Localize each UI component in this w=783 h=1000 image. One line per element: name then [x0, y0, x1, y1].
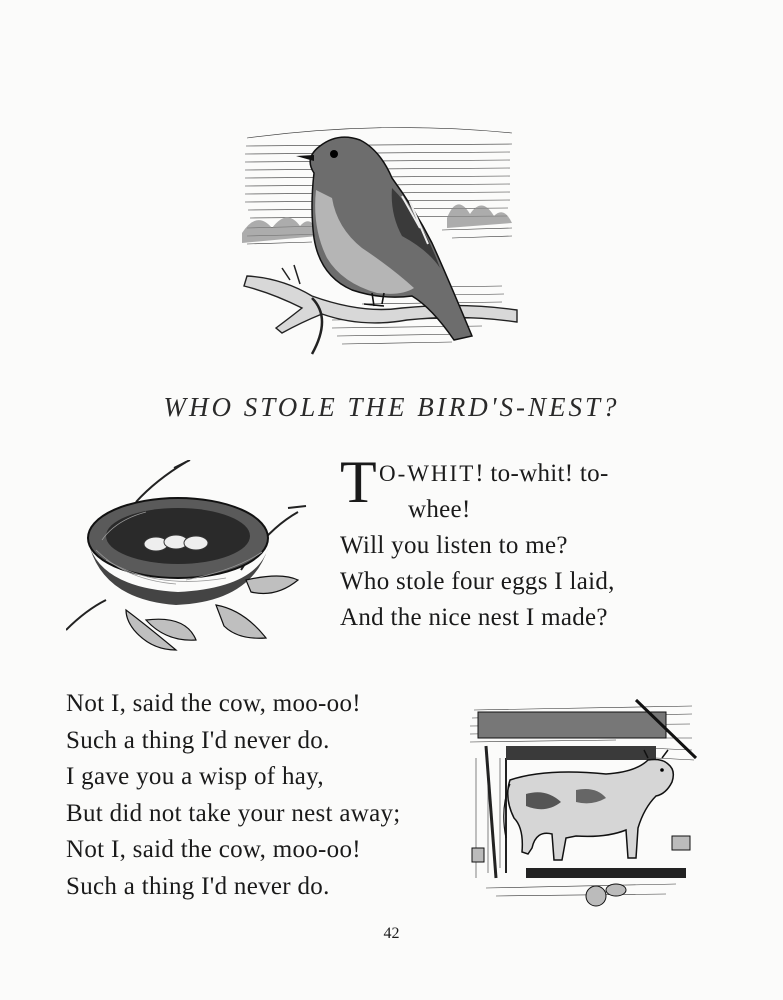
verse-two-line-6: Such a thing I'd never do. [66, 872, 330, 900]
verse-two-line-3: I gave you a wisp of hay, [66, 763, 324, 790]
cow [504, 750, 674, 860]
verse-one-line-5: And the nice nest I made? [340, 604, 608, 631]
poem-title: WHO STOLE THE BIRD'S-NEST? [163, 392, 620, 422]
verse-one [340, 449, 740, 636]
verse-two [66, 686, 486, 905]
verse-two-line-4: But did not take your nest away; [66, 799, 401, 827]
page-number: 42 [383, 925, 400, 942]
robin-illustration [242, 118, 522, 358]
cow-illustration [466, 698, 698, 920]
nest [88, 498, 268, 605]
drop-cap: T [340, 449, 377, 515]
nest-illustration [66, 460, 316, 660]
verse-one-line-3: Will you listen to me? [340, 532, 568, 559]
verse-one-line-1-rest: ! to-whit! to- [475, 460, 609, 487]
verse-two-line-2: Such a thing I'd never do. [66, 726, 330, 754]
leaves [126, 576, 298, 650]
verse-two-line-1: Not I, said the cow, moo-oo! [66, 690, 361, 717]
verse-two-line-5: Not I, said the cow, moo-oo! [66, 836, 361, 863]
verse-one-line-4: Who stole four eggs I laid, [340, 568, 615, 595]
verse-one-line-2: whee! [408, 496, 471, 523]
first-word: O-WHIT [378, 461, 476, 486]
eggs [144, 535, 208, 551]
